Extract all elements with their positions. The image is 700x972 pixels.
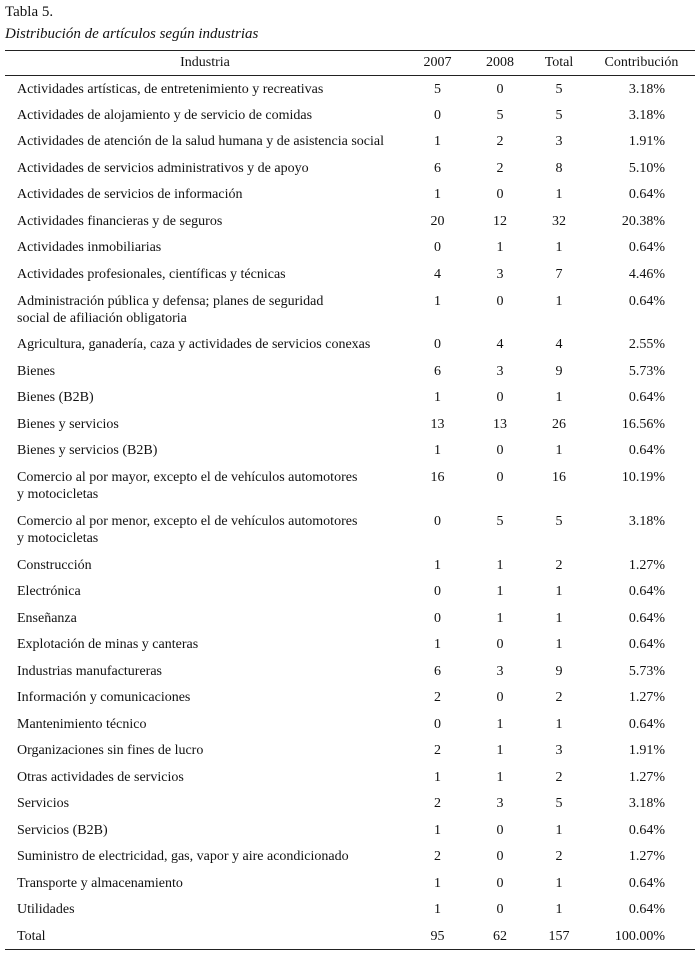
table-row [5, 764, 695, 791]
industry-name: Construcción [17, 557, 92, 573]
industry-cell [5, 658, 405, 685]
count-2008-cell: 62 [470, 923, 530, 950]
total-row [5, 923, 695, 950]
industry-cell [5, 332, 405, 359]
industry-name: Servicios (B2B) [17, 822, 108, 838]
contribution-cell: 20.38% [621, 213, 665, 229]
count-2007-cell: 6 [434, 363, 441, 379]
table-label: Tabla 5. [5, 4, 54, 20]
count-2008-cell: 5 [496, 107, 504, 123]
table-row [5, 261, 695, 288]
contribution-cell: 5.73% [628, 363, 665, 379]
table-row [5, 129, 695, 156]
total-cell: 7 [555, 266, 563, 282]
count-2008-cell: 0 [496, 637, 504, 653]
industry-cell [5, 685, 405, 712]
contribution-cell: 1.27% [628, 557, 665, 573]
contribution-cell: 0.64% [628, 902, 665, 918]
count-2008-cell: 0 [496, 443, 504, 459]
table-row [5, 685, 695, 712]
total-cell: 5 [555, 514, 563, 529]
total-cell: 4 [555, 337, 563, 353]
count-2007-cell: 1 [434, 769, 441, 785]
count-2007-cell: 6 [434, 663, 441, 679]
table-row [5, 358, 695, 385]
industry-name: Suministro de electricidad, gas, vapor y aire acondicionado [17, 849, 349, 865]
header-total: Total [530, 51, 588, 76]
industry-cell [5, 552, 405, 579]
industry-name: Otras actividades de servicios [17, 769, 184, 785]
table-row [5, 182, 695, 209]
contribution-cell: 3.18% [628, 514, 665, 529]
contribution-cell: 16.56% [621, 416, 665, 432]
industry-name: Actividades profesionales, científicas y técnicas [17, 266, 286, 282]
contribution-cell: 100.00% [588, 923, 695, 950]
table-row [5, 208, 695, 235]
table-row [5, 658, 695, 685]
count-2008-cell: 5 [496, 514, 504, 529]
table-row [5, 385, 695, 412]
industry-name: Actividades de atención de la salud humana y de asistencia social [17, 134, 384, 150]
header-row [5, 51, 695, 76]
industry-name: Electrónica [17, 584, 81, 600]
count-2008-cell: 0 [496, 470, 504, 485]
total-cell: 1 [555, 902, 563, 918]
count-2008-cell: 1 [496, 610, 504, 626]
total-cell: 1 [555, 637, 563, 653]
industry-cell [5, 76, 405, 103]
count-2008-cell: 0 [496, 849, 504, 865]
count-2007-cell: 2 [434, 743, 441, 759]
industry-cell [5, 605, 405, 632]
industry-name-continued: social de afiliación obligatoria [17, 310, 187, 326]
industry-name: Organizaciones sin fines de lucro [17, 743, 204, 759]
table-row [5, 508, 695, 552]
count-2007-cell: 1 [434, 390, 441, 406]
total-cell: 1 [555, 390, 563, 406]
table-row [5, 870, 695, 897]
contribution-cell: 3.18% [628, 81, 665, 97]
count-2008-cell: 0 [496, 293, 504, 309]
industry-cell [5, 897, 405, 924]
total-cell: 1 [555, 187, 563, 203]
contribution-cell: 2.55% [628, 337, 665, 353]
count-2008-cell: 4 [496, 337, 504, 353]
table-title: Distribución de artículos según industrias [5, 26, 259, 42]
header-contribution: Contribución [588, 51, 695, 76]
table-row [5, 235, 695, 262]
industry-name: Actividades financieras y de seguros [17, 213, 223, 229]
count-2007-cell: 0 [434, 514, 441, 529]
total-cell: 32 [552, 213, 566, 229]
contribution-cell: 1.27% [628, 849, 665, 865]
industry-name: Bienes y servicios [17, 416, 119, 432]
count-2007-cell: 1 [434, 902, 441, 918]
table-row [5, 411, 695, 438]
total-cell: 157 [530, 923, 588, 950]
industry-distribution-table [5, 50, 695, 950]
table-row [5, 897, 695, 924]
count-2008-cell: 2 [496, 160, 504, 176]
total-cell: 16 [552, 470, 566, 485]
count-2008-cell: 3 [496, 266, 504, 282]
count-2008-cell: 1 [496, 716, 504, 732]
count-2007-cell: 2 [434, 849, 441, 865]
count-2007-cell: 13 [430, 416, 445, 432]
industry-name: Explotación de minas y canteras [17, 637, 199, 653]
count-2007-cell: 0 [434, 716, 441, 732]
industry-name: Utilidades [17, 902, 75, 918]
industry-name: Mantenimiento técnico [17, 716, 147, 732]
industry-name: Actividades inmobiliarias [17, 240, 162, 256]
contribution-cell: 0.64% [628, 610, 665, 626]
industry-name: Enseñanza [17, 610, 77, 626]
industry-name: Administración pública y defensa; planes de seguridad [17, 293, 324, 309]
industry-cell [5, 738, 405, 765]
count-2008-cell: 0 [496, 690, 504, 706]
table-row [5, 288, 695, 332]
total-cell: 2 [555, 769, 563, 785]
contribution-cell: 3.18% [628, 796, 665, 812]
count-2008-cell: 0 [496, 187, 504, 203]
total-cell: 1 [555, 443, 563, 459]
total-cell: 3 [555, 743, 563, 759]
count-2007-cell: 1 [434, 293, 441, 309]
contribution-cell: 5.73% [628, 663, 665, 679]
industry-cell [5, 261, 405, 288]
industry-cell [5, 208, 405, 235]
total-cell: 3 [555, 134, 563, 150]
industry-cell [5, 764, 405, 791]
count-2008-cell: 2 [496, 134, 504, 150]
total-cell: 2 [555, 849, 563, 865]
count-2008-cell: 3 [496, 363, 504, 379]
industry-cell [5, 508, 405, 552]
contribution-cell: 5.10% [628, 160, 665, 176]
industry-cell [5, 844, 405, 871]
table-row [5, 632, 695, 659]
contribution-cell: 3.18% [628, 107, 665, 123]
count-2008-cell: 12 [493, 213, 507, 229]
industry-name: Bienes [17, 363, 56, 379]
contribution-cell: 1.27% [628, 769, 665, 785]
total-cell: 26 [552, 416, 566, 432]
contribution-cell: 0.64% [628, 875, 665, 891]
total-cell: 1 [555, 610, 563, 626]
count-2008-cell: 13 [493, 416, 507, 432]
count-2008-cell: 0 [496, 81, 504, 97]
industry-cell [5, 464, 405, 508]
industry-cell [5, 791, 405, 818]
table-row [5, 711, 695, 738]
table-row [5, 155, 695, 182]
count-2007-cell: 1 [434, 822, 441, 838]
contribution-cell: 0.64% [628, 293, 665, 309]
table-row [5, 102, 695, 129]
count-2007-cell: 20 [430, 213, 445, 229]
industry-cell [5, 923, 405, 950]
count-2007-cell: 5 [434, 81, 441, 97]
table-body [5, 76, 695, 950]
industry-cell [5, 385, 405, 412]
table-row [5, 552, 695, 579]
count-2008-cell: 1 [496, 557, 504, 573]
contribution-cell: 1.27% [628, 690, 665, 706]
count-2008-cell: 3 [496, 796, 504, 812]
industry-cell [5, 870, 405, 897]
industry-name: Agricultura, ganadería, caza y actividades de servicios conexas [17, 337, 371, 353]
count-2008-cell: 0 [496, 875, 504, 891]
industry-name: Actividades de alojamiento y de servicio de comidas [17, 107, 313, 123]
total-cell: 5 [555, 81, 563, 97]
contribution-cell: 0.64% [628, 187, 665, 203]
contribution-cell: 1.91% [628, 134, 665, 150]
count-2007-cell: 1 [434, 637, 441, 653]
industry-name: Bienes (B2B) [17, 390, 94, 406]
total-cell: 8 [555, 160, 563, 176]
industry-name-continued: y motocicletas [17, 531, 99, 546]
industry-name: Actividades de servicios administrativos y de apoyo [17, 160, 309, 176]
total-cell: 1 [555, 716, 563, 732]
contribution-cell: 1.91% [628, 743, 665, 759]
total-cell: 1 [555, 240, 563, 256]
industry-name: Actividades de servicios de información [17, 187, 243, 203]
industry-cell [5, 438, 405, 465]
header-industry: Industria [5, 51, 405, 76]
total-cell: 1 [555, 822, 563, 838]
industry-name: Actividades artísticas, de entretenimiento y recreativas [17, 81, 324, 97]
table-row [5, 76, 695, 103]
industry-cell [5, 579, 405, 606]
count-2008-cell: 0 [496, 902, 504, 918]
industry-name-continued: y motocicletas [17, 487, 99, 502]
count-2007-cell: 1 [434, 443, 441, 459]
count-2007-cell: 1 [434, 187, 441, 203]
total-cell: 5 [555, 107, 563, 123]
contribution-cell: 0.64% [628, 716, 665, 732]
total-cell: 2 [555, 557, 563, 573]
contribution-cell: 0.64% [628, 584, 665, 600]
total-cell: 2 [555, 690, 563, 706]
industry-name: Transporte y almacenamiento [17, 875, 183, 891]
contribution-cell: 0.64% [628, 443, 665, 459]
count-2008-cell: 0 [496, 390, 504, 406]
count-2007-cell: 1 [434, 875, 441, 891]
count-2007-cell: 0 [434, 240, 441, 256]
count-2007-cell: 2 [434, 690, 441, 706]
contribution-cell: 4.46% [628, 266, 665, 282]
industry-name: Total [17, 928, 46, 944]
count-2007-cell: 0 [434, 610, 441, 626]
count-2008-cell: 0 [496, 822, 504, 838]
contribution-cell: 0.64% [628, 637, 665, 653]
header-2008: 2008 [470, 51, 530, 76]
industry-cell [5, 817, 405, 844]
industry-cell [5, 358, 405, 385]
count-2008-cell: 1 [496, 240, 504, 256]
industry-name: Bienes y servicios (B2B) [17, 443, 158, 459]
total-cell: 1 [555, 875, 563, 891]
count-2007-cell: 4 [434, 266, 441, 282]
table-row [5, 464, 695, 508]
total-cell: 1 [555, 584, 563, 600]
count-2008-cell: 3 [496, 663, 504, 679]
industry-cell [5, 182, 405, 209]
count-2007-cell: 0 [434, 107, 441, 123]
count-2007-cell: 0 [434, 584, 441, 600]
table-row [5, 791, 695, 818]
total-cell: 5 [555, 796, 563, 812]
industry-cell [5, 235, 405, 262]
total-cell: 1 [555, 293, 563, 309]
count-2008-cell: 1 [496, 743, 504, 759]
count-2007-cell: 6 [434, 160, 441, 176]
table-row [5, 332, 695, 359]
count-2007-cell: 2 [434, 796, 441, 812]
table-row [5, 738, 695, 765]
count-2007-cell: 95 [405, 923, 470, 950]
industry-cell [5, 711, 405, 738]
table-row [5, 579, 695, 606]
count-2007-cell: 1 [434, 134, 441, 150]
count-2007-cell: 0 [434, 337, 441, 353]
industry-name: Información y comunicaciones [17, 690, 191, 706]
total-cell: 9 [555, 663, 563, 679]
industry-name: Industrias manufactureras [17, 663, 162, 679]
industry-cell [5, 288, 405, 332]
count-2008-cell: 1 [496, 769, 504, 785]
contribution-cell: 0.64% [628, 240, 665, 256]
count-2008-cell: 1 [496, 584, 504, 600]
industry-cell [5, 411, 405, 438]
table-row [5, 817, 695, 844]
industry-name: Comercio al por menor, excepto el de vehículos automotores [17, 514, 358, 529]
table-row [5, 605, 695, 632]
table-row [5, 844, 695, 871]
total-cell: 9 [555, 363, 563, 379]
contribution-cell: 0.64% [628, 390, 665, 406]
industry-name: Servicios [17, 796, 70, 812]
industry-cell [5, 632, 405, 659]
count-2007-cell: 1 [434, 557, 441, 573]
industry-cell [5, 129, 405, 156]
industry-name: Comercio al por mayor, excepto el de vehículos automotores [17, 470, 358, 485]
header-2007: 2007 [405, 51, 470, 76]
industry-cell [5, 155, 405, 182]
count-2007-cell: 16 [430, 470, 445, 485]
contribution-cell: 0.64% [628, 822, 665, 838]
industry-cell [5, 102, 405, 129]
contribution-cell: 10.19% [621, 470, 665, 485]
table-row [5, 438, 695, 465]
